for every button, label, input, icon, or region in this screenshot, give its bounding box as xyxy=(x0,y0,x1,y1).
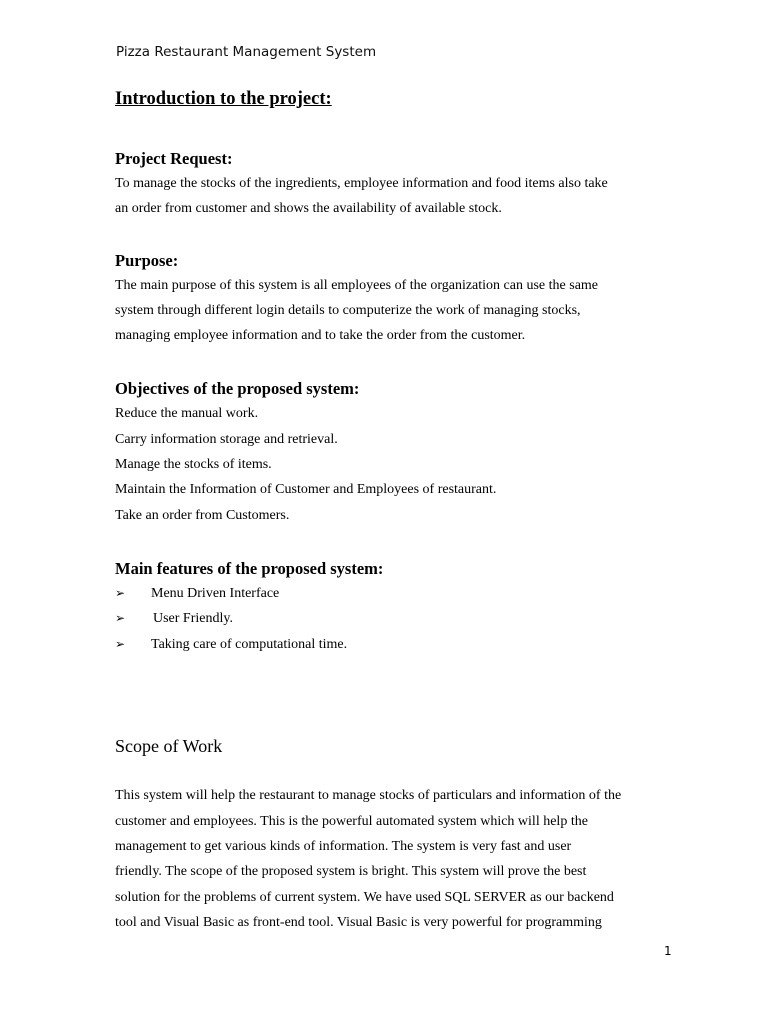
scope-heading: Scope of Work xyxy=(115,736,223,757)
purpose-line-3: managing employee information and to take the order from the customer. xyxy=(115,328,526,344)
scope-line-4: friendly. The scope of the proposed system is bright. This system will prove the best xyxy=(115,864,587,880)
scope-line-2: customer and employees. This is the powerful automated system which will help the xyxy=(115,813,588,829)
objective-item: Carry information storage and retrieval. xyxy=(115,431,338,447)
feature-list-item xyxy=(115,632,675,658)
scope-line-5: solution for the problems of current system. We have used SQL SERVER as our backend xyxy=(115,889,614,905)
feature-list-item xyxy=(115,606,675,632)
arrow-bullet-icon: ➢ xyxy=(115,611,126,626)
purpose-line-2: system through different login details to computerize the work of managing stocks, xyxy=(115,302,581,318)
running-header: Pizza Restaurant Management System xyxy=(116,44,377,60)
purpose-line-1: The main purpose of this system is all employees of the organization can use the same xyxy=(115,277,599,293)
scope-line-6: tool and Visual Basic as front-end tool. Visual Basic is very powerful for programming xyxy=(115,914,602,930)
scope-line-1: This system will help the restaurant to manage stocks of particulars and information of the xyxy=(115,788,622,804)
objective-item: Take an order from Customers. xyxy=(115,507,290,523)
purpose-heading: Purpose: xyxy=(115,250,179,270)
features-heading: Main features of the proposed system: xyxy=(115,558,384,578)
project-request-line-1: To manage the stocks of the ingredients, employee information and food items also take xyxy=(115,176,608,191)
objective-item: Reduce the manual work. xyxy=(115,406,259,422)
feature-list-item xyxy=(115,581,675,607)
project-request-heading: Project Request: xyxy=(115,149,233,168)
scope-paragraph xyxy=(115,783,675,935)
document-body xyxy=(115,86,675,935)
scope-line-3: management to get various kinds of information. The system is very fast and user xyxy=(115,839,572,855)
feature-item-text: Taking care of computational time. xyxy=(151,636,348,652)
project-request-line-2: an order from customer and shows the availability of available stock. xyxy=(115,201,502,217)
page-number: 1 xyxy=(664,944,672,958)
objective-item: Manage the stocks of items. xyxy=(115,457,272,473)
page-title: Introduction to the project: xyxy=(115,89,332,109)
arrow-bullet-icon: ➢ xyxy=(115,636,126,651)
objective-item: Maintain the Information of Customer and Employees of restaurant. xyxy=(115,482,497,498)
feature-item-text: Menu Driven Interface xyxy=(151,585,280,601)
objectives-heading: Objectives of the proposed system: xyxy=(115,379,360,399)
feature-item-text: User Friendly. xyxy=(153,611,233,627)
arrow-bullet-icon: ➢ xyxy=(115,585,126,600)
